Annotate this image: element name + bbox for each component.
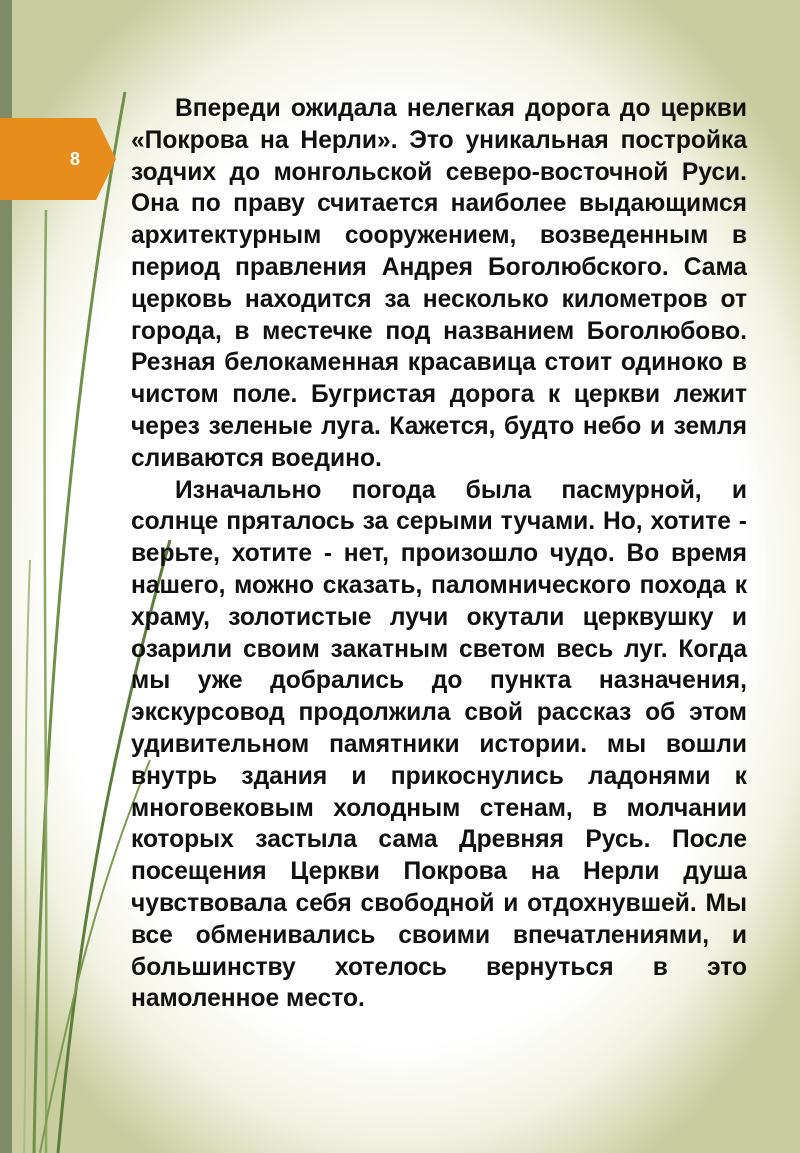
grass-blade [34,92,125,1153]
page-number: 8 [69,149,80,169]
article-text [131,93,747,1015]
paragraph-1: Впереди ожидала нелегкая дорога до церкви «Покрова на Нерли». Это уникальная постройка зодчих до монгольской северо-восточной Руси. Она по праву считается наиболее выдающимся архитектурным сооружением, возведенным в период правления Андрея Боголюбского. Сама церковь находится за несколько километров от города, в местечке под названием Боголюбово. Резная белокаменная красавица стоит одиноко в чистом поле. Бугристая дорога к церкви лежит через зеленые луга. Кажется, будто небо и земля сливаются воедино. [131,95,747,472]
grass-blade [24,560,30,1153]
grass-blade [45,210,47,1153]
page-number-tab [0,118,116,200]
paragraph-2: Изначально погода была пасмурной, и солнце пряталось за серыми тучами. Но, хотите - верьте, хотите - нет, произошло чудо. Во время нашего, можно сказать, паломнического похода к храму, золотистые лучи окутали церквушку и озарили своим закатным светом весь луг. Когда мы уже добрались до пункта назначения, экскурсовод продолжила свой рассказ об этом удивительном памятники истории. мы вошли внутрь здания и прикоснулись ладонями к многовековым холодным стенам, в молчании которых застыла сама Древняя Русь. После посещения Церкви Покрова на Нерли душа чувствовала себя свободной и отдохнувшей. Мы все обменивались своими впечатлениями, и большинству хотелось вернуться в это намоленное место. [131,476,747,1013]
